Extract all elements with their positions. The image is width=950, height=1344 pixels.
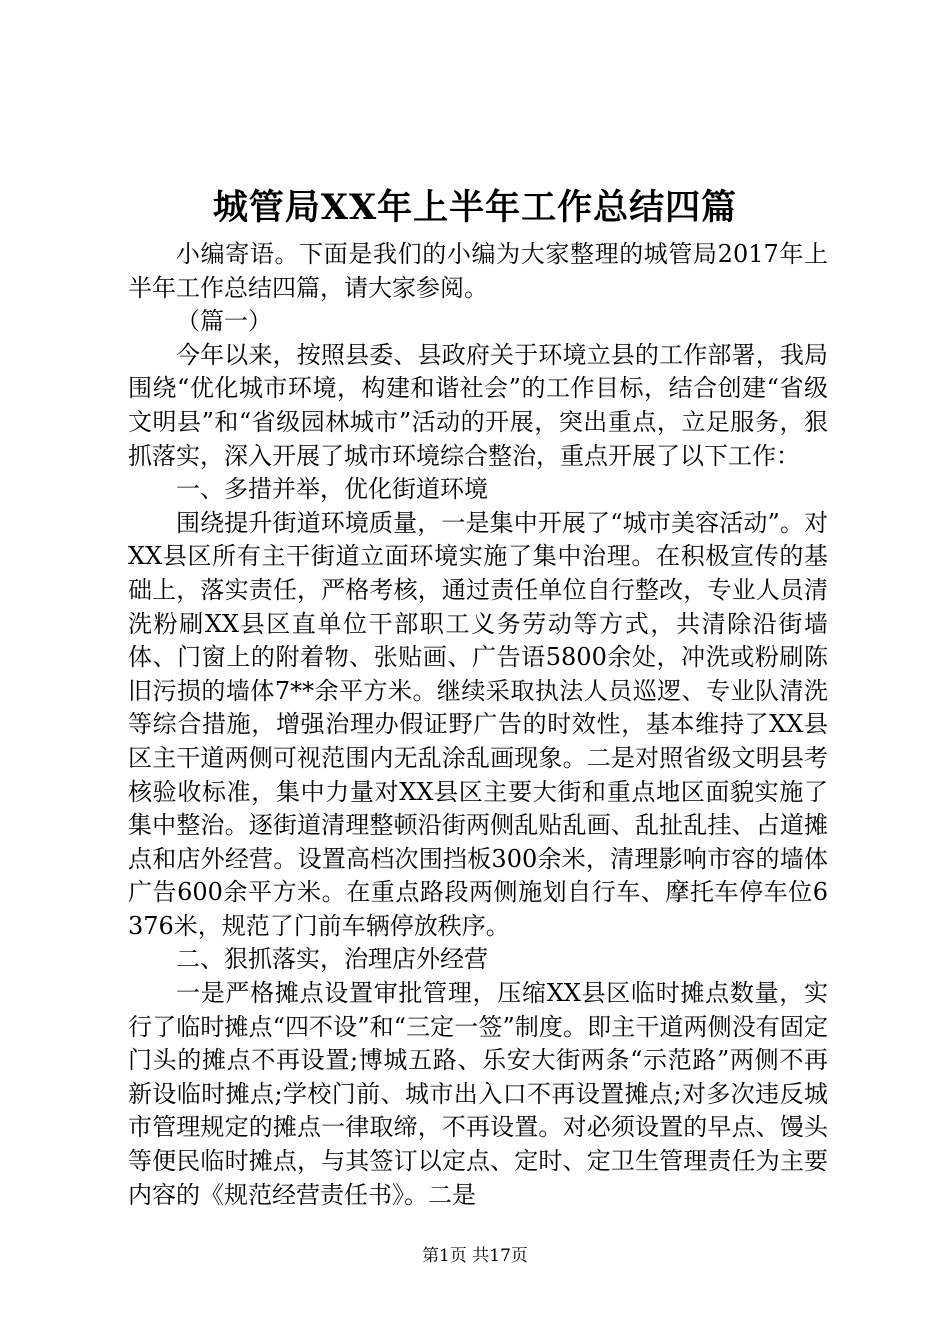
paragraph-section-label: （篇一） bbox=[176, 307, 272, 336]
document-title: 城管局XX年上半年工作总结四篇 bbox=[212, 187, 738, 228]
heading-section-one: 一、多措并举，优化街道环境 bbox=[176, 475, 488, 504]
page-number-footer: 第1页 共17页 bbox=[422, 1246, 528, 1266]
paragraph-outside-business: 一是严格摊点设置审批管理，压缩XX县区临时摊点数量，实行了临时摊点“四不设”和“三定一签”制度。即主干道两侧没有固定门头的摊点不再设置;博城五路、乐安大街两条“示范路”两侧不再新设临时摊点;学校门前、城市出入口不再设置摊点;对多次违反城市管理规定的摊点一律取缔，不再设置。对必须设置的早点、馒头等便民临时摊点，与其签订以定点、定时、定卫生管理责任为主要内容的《规范经营责任书》。二是 bbox=[128, 979, 828, 1209]
document-body bbox=[128, 238, 828, 1212]
paragraph-intro: 小编寄语。下面是我们的小编为大家整理的城管局2017年上半年工作总结四篇，请大家参阅。 bbox=[128, 240, 828, 302]
paragraph-street-environment: 围绕提升街道环境质量，一是集中开展了“城市美容活动”。对XX县区所有主干街道立面环境实施了集中治理。在积极宣传的基础上，落实责任，严格考核，通过责任单位自行整改，专业人员清洗粉刷XX县区直单位干部职工义务劳动等方式，共清除沿街墙体、门窗上的附着物、张贴画、广告语5800余处，冲洗或粉刷陈旧污损的墙体7**余平方米。继续采取执法人员巡逻、专业队清洗等综合措施，增强治理办假证野广告的时效性，基本维持了XX县区主干道两侧可视范围内无乱涂乱画现象。二是对照省级文明县考核验收标准，集中力量对XX县区主要大街和重点地区面貌实施了集中整治。逐街道清理整顿沿街两侧乱贴乱画、乱扯乱挂、占道摊点和店外经营。设置高档次围挡板300余米，清理影响市容的墙体广告600余平方米。在重点路段两侧施划自行车、摩托车停车位6376米，规范了门前车辆停放秩序。 bbox=[128, 508, 828, 940]
paragraph-overview: 今年以来，按照县委、县政府关于环境立县的工作部署，我局围绕“优化城市环境，构建和谐社会”的工作目标，结合创建“省级文明县”和“省级园林城市”活动的开展，突出重点，立足服务，狠抓落实，深入开展了城市环境综合整治，重点开展了以下工作： bbox=[128, 340, 828, 470]
heading-section-two: 二、狠抓落实，治理店外经营 bbox=[176, 945, 488, 974]
